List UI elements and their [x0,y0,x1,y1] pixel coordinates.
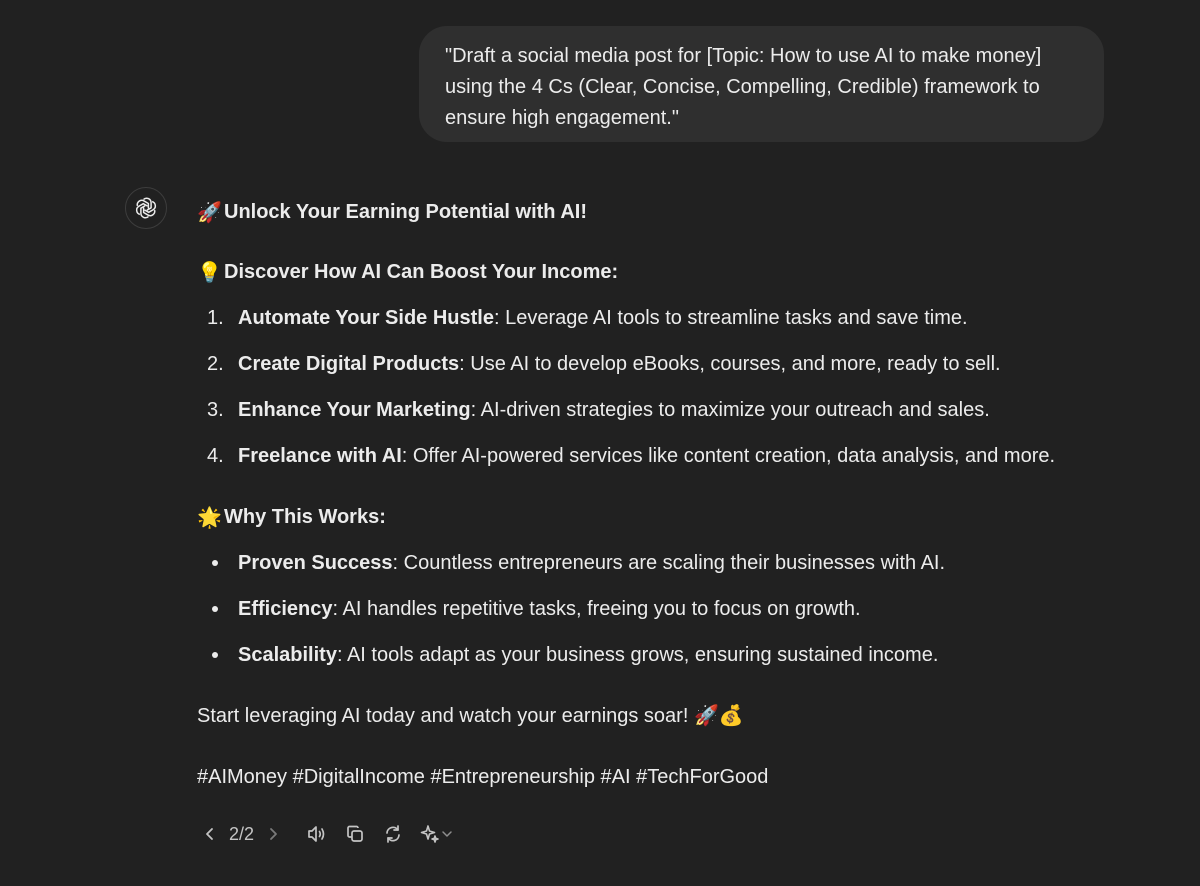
regenerate-icon [383,824,403,844]
user-message-line: ensure high engagement." [445,107,679,129]
rocket-emoji: 🚀 [197,201,222,224]
openai-logo-icon [134,196,158,220]
bullet-dot [212,606,218,612]
post-title: 🚀 Unlock Your Earning Potential with AI! [197,198,587,227]
chevron-down-icon [441,828,453,840]
numbered-list-item: 4. Freelance with AI: Offer AI-powered services like content creation, data analysis, and more. [197,442,1097,470]
bullet-list-item: Efficiency: AI handles repetitive tasks, freeing you to focus on growth. [197,595,1097,623]
previous-response-button[interactable] [197,819,223,849]
numbered-list-item: 3. Enhance Your Marketing: AI-driven strategies to maximize your outreach and sales. [197,396,1097,424]
read-aloud-button[interactable] [304,819,330,849]
section-heading-discover: 💡 Discover How AI Can Boost Your Income: [197,258,618,287]
numbered-list-item: 1. Automate Your Side Hustle: Leverage AI tools to streamline tasks and save time. [197,304,1097,332]
response-pager: 2/2 [229,823,255,844]
user-message-line: using the 4 Cs (Clear, Concise, Compelling, Credible) framework to [445,76,1040,98]
section-heading-why: 🌟 Why This Works: [197,503,386,532]
chevron-left-icon [203,827,217,841]
numbered-list-item: 2. Create Digital Products: Use AI to develop eBooks, courses, and more, ready to sell. [197,350,1097,378]
list-number: 1. [207,307,224,329]
speaker-icon [306,824,328,844]
user-message-bubble [419,26,1104,142]
bullet-dot [212,560,218,566]
message-toolbar [197,818,456,850]
assistant-avatar [125,187,167,229]
list-number: 3. [207,399,224,421]
regenerate-button[interactable] [380,819,406,849]
sparkle-model-icon [419,823,441,845]
copy-icon [345,824,365,844]
bullet-dot [212,652,218,658]
copy-button[interactable] [342,819,368,849]
bullet-list-item: Scalability: AI tools adapt as your business grows, ensuring sustained income. [197,641,1097,669]
bullet-list-item: Proven Success: Countless entrepreneurs are scaling their businesses with AI. [197,549,1097,577]
chevron-right-icon [266,827,280,841]
next-response-button[interactable] [260,819,286,849]
star-emoji: 🌟 [197,506,222,529]
list-number: 4. [207,445,224,467]
user-message-line: "Draft a social media post for [Topic: How to use AI to make money] [445,45,1042,67]
switch-model-button[interactable] [416,819,456,849]
closing-line: Start leveraging AI today and watch your earnings soar! 🚀💰 [197,705,744,727]
hashtags: #AIMoney #DigitalIncome #Entrepreneurship #AI #TechForGood [197,766,769,788]
list-number: 2. [207,353,224,375]
lightbulb-emoji: 💡 [197,261,222,284]
